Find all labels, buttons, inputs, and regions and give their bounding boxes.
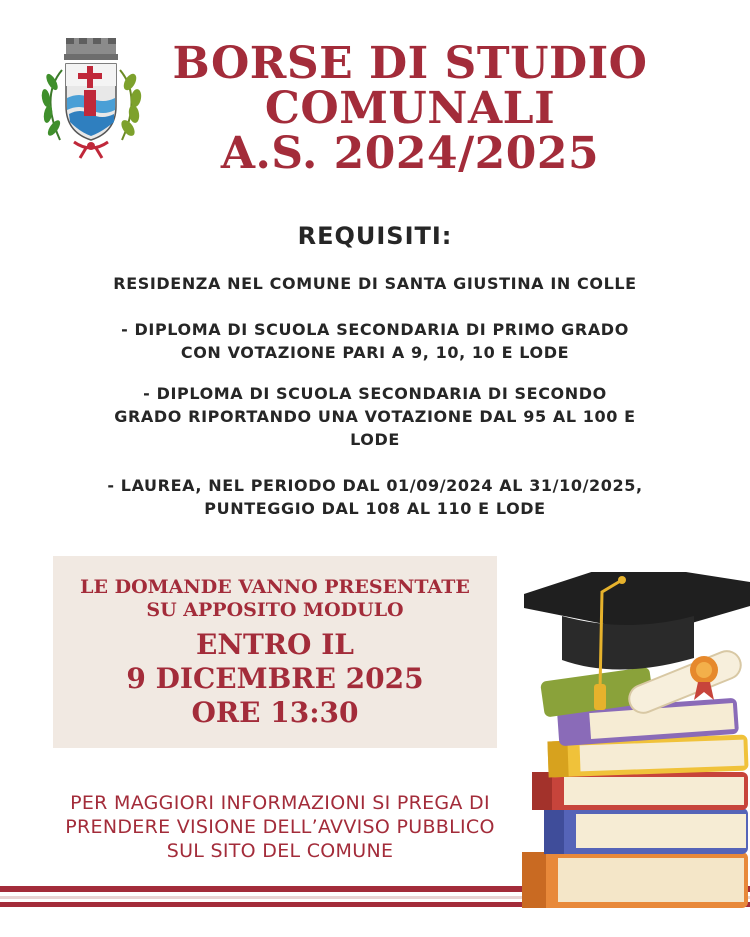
- requirement-line: - LAUREA, NEL PERIODO DAL 01/09/2024 AL 31/10/2025,: [107, 476, 643, 495]
- graduation-books-icon: [518, 572, 750, 937]
- requirement-line: LODE: [350, 430, 400, 449]
- municipal-crest-icon: [34, 36, 146, 160]
- deadline-time: ORE 13:30: [191, 696, 359, 729]
- title-line-2: COMUNALI: [264, 83, 556, 134]
- requirement-degree: [60, 474, 690, 520]
- requirement-line: - DIPLOMA DI SCUOLA SECONDARIA DI SECONDO: [143, 384, 607, 403]
- requirement-residence-text: RESIDENZA NEL COMUNE DI SANTA GIUSTINA IN COLLE: [113, 274, 637, 293]
- deadline-line-3: ENTRO IL: [196, 628, 354, 661]
- requirement-high-school: [60, 382, 690, 451]
- info-line-3: SUL SITO DEL COMUNE: [166, 840, 394, 862]
- requirement-middle-school: [60, 318, 690, 364]
- info-line-1: PER MAGGIORI INFORMAZIONI SI PREGA DI: [70, 792, 490, 814]
- deadline-box: [53, 556, 497, 748]
- deadline-line-1: LE DOMANDE VANNO PRESENTATE: [80, 576, 470, 598]
- requirement-residence: [60, 272, 690, 295]
- requirement-line: PUNTEGGIO DAL 108 AL 110 E LODE: [204, 499, 546, 518]
- deadline-date: 9 DICEMBRE 2025: [126, 662, 424, 695]
- requirement-line: - DIPLOMA DI SCUOLA SECONDARIA DI PRIMO GRADO: [121, 320, 629, 339]
- requirements-heading: REQUISITI:: [297, 222, 453, 250]
- requirement-line: GRADO RIPORTANDO UNA VOTAZIONE DAL 95 AL 100 E: [114, 407, 636, 426]
- deadline-line-2: SU APPOSITO MODULO: [146, 599, 404, 621]
- title-line-3: A.S. 2024/2025: [220, 128, 600, 179]
- info-line-2: PRENDERE VISIONE DELL’AVVISO PUBBLICO: [65, 816, 495, 838]
- title-line-1: BORSE DI STUDIO: [172, 38, 648, 89]
- requirement-line: CON VOTAZIONE PARI A 9, 10, 10 E LODE: [180, 343, 570, 362]
